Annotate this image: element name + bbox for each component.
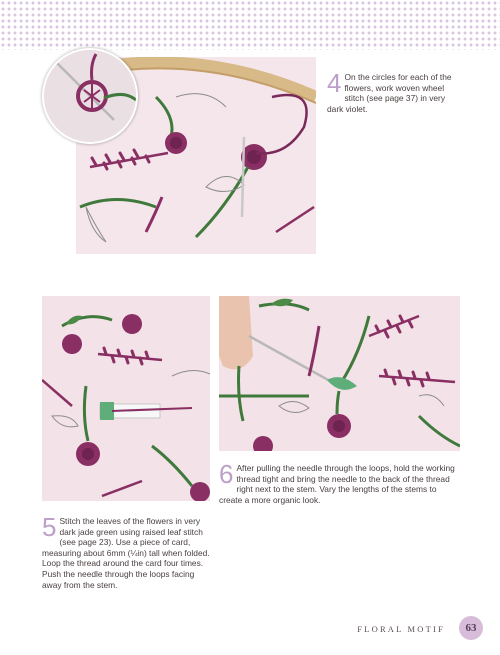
step-4-instruction — [327, 68, 457, 114]
step-number: 6 — [219, 459, 234, 489]
step-text: Stitch the leaves of the flowers in very dark jade green using raised leaf stitch (see page 23). Use a piece of card, measuring about 6mm (¼in) tall when folded. Loop the thread around the card four times. Push the needle through the loops facing away from the stem. — [42, 516, 210, 590]
page-number: 63 — [459, 616, 483, 640]
photo-raised-leaf-stitch — [42, 296, 210, 501]
dotted-header-pattern — [0, 0, 500, 50]
section-label: FLORAL MOTIF — [357, 624, 445, 634]
inset-closeup-photo — [42, 48, 138, 144]
step-5-instruction — [42, 512, 210, 590]
photo-needle-through-loops — [219, 296, 460, 451]
step-text: On the circles for each of the flowers, work woven wheel stitch (see page 37) in very dark violet. — [327, 72, 452, 114]
step-text: After pulling the needle through the loops, hold the working thread tight and bring the needle to the back of the thread right next to the stem. Vary the lengths of the stems to create a more organic look. — [219, 463, 455, 505]
step-number: 4 — [327, 68, 342, 98]
step-number: 5 — [42, 512, 57, 542]
step-6-instruction — [219, 459, 460, 505]
